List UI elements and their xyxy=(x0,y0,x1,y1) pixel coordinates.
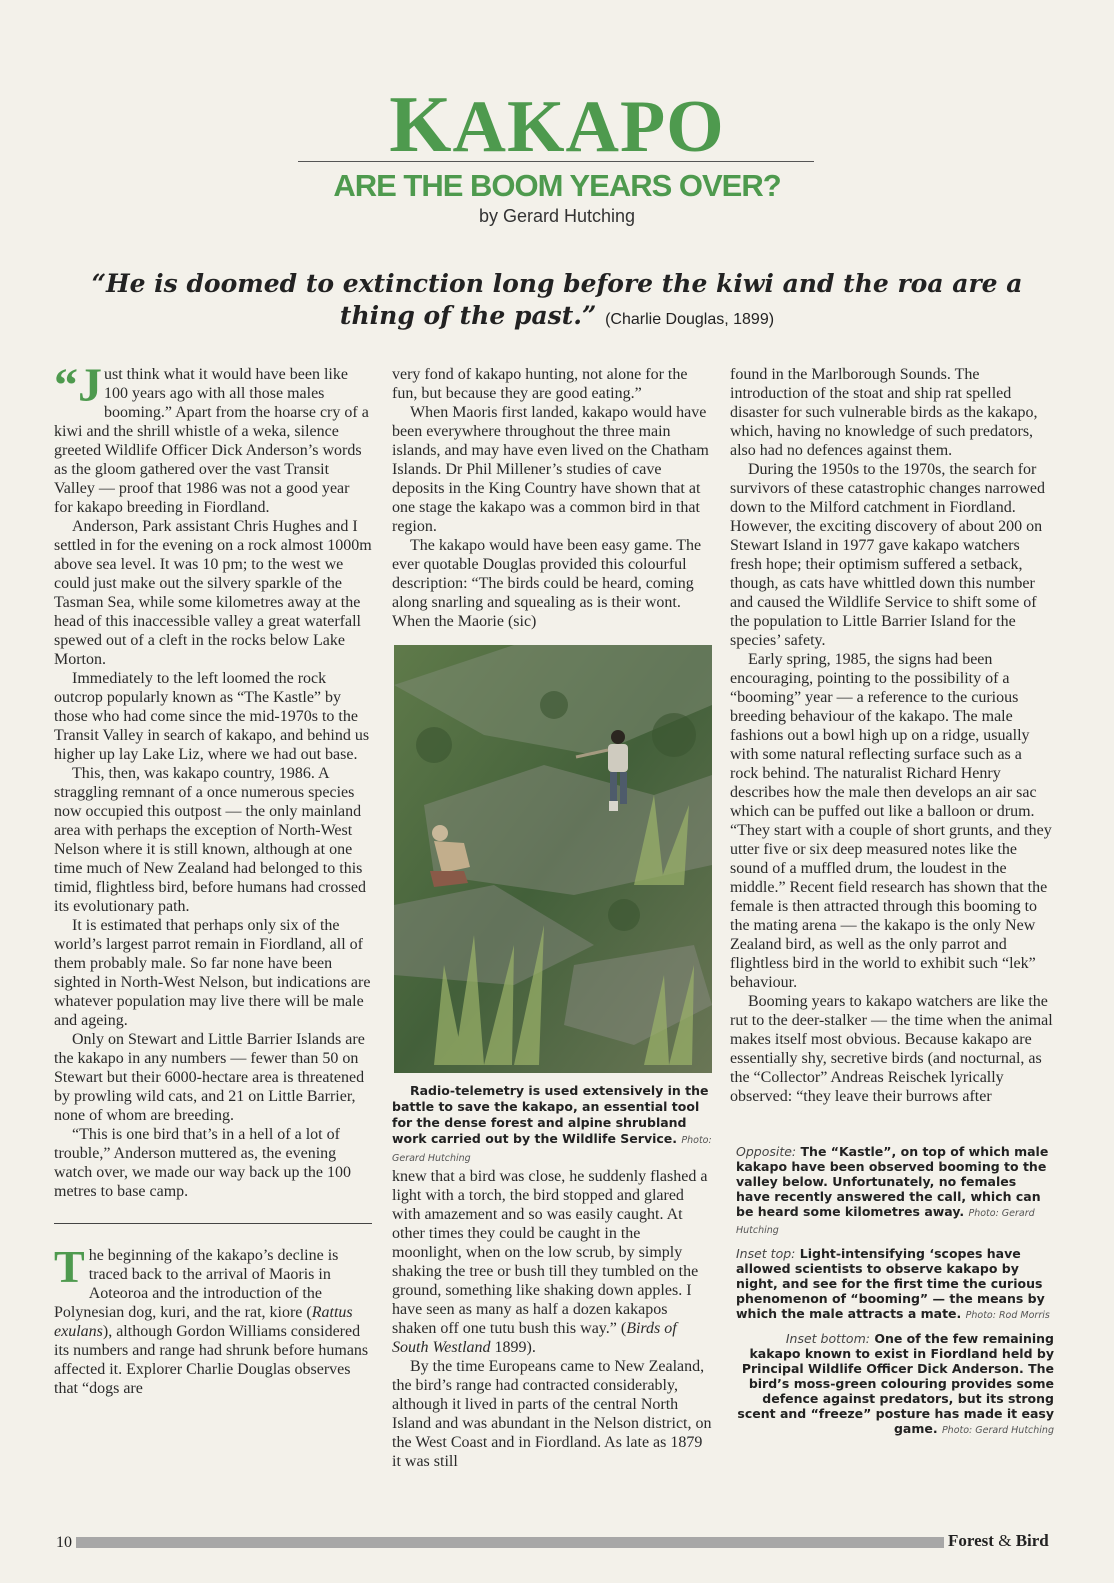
epigraph-source: (Charlie Douglas, 1899) xyxy=(605,311,775,328)
caption-inset-top: Inset top: Light-intensifying ‘scopes have allowed scientists to observe kakapo by night, and see for the first time the curious phenomenon of “booming” — the means by which the male attracts a mate. Photo: Rod Morris xyxy=(736,1246,1050,1321)
byline: by Gerard Hutching xyxy=(478,206,636,226)
paragraph: Only on Stewart and Little Barrier Islands are the kakapo in any numbers — fewer than 50 on Stewart but their 6000-hectare area is threatened by prowling wild cats, and 21 on Little Barrier, none of whom are breeding. xyxy=(54,1031,365,1124)
column-2 xyxy=(392,365,714,1471)
page-number: 10 xyxy=(56,1534,72,1551)
drop-cap: T xyxy=(54,1241,85,1292)
paragraph: Early spring, 1985, the signs had been encouraging, pointing to the possibility of a “booming” year — a reference to the curious breeding behaviour of the kakapo. The male fashions out a bowl high up on a ridge, usually with some natural reflecting surface such as a rock behind. The naturalist Richard Henry describes how the male then develops an air sac which can be puffed out like a balloon or drum. “They start with a couple of short grunts, and they utter five or six deep measured notes like the sound of a muffled drum, the loudest in the middle.” Recent field research has shown that the female is then attracted through this booming to the mating arena — the kakapo is the only New Zealand bird, as well as the only parrot and flightless bird in the world to exhibit such “lek” behaviour. xyxy=(730,651,1052,991)
paragraph: Immediately to the left loomed the rock outcrop popularly known as “The Kastle” by those who had come since the mid-1970s to the Transit Valley in search of kakapo, and behind us higher up lay Lake Liz, where we had out base. xyxy=(54,670,370,763)
drop-cap: “J xyxy=(54,359,102,412)
paragraph: It is estimated that perhaps only six of the world’s largest parrot remain in Fiordland, all of them probably male. So far none have been sighted in North-West Nelson, but indications are whatever population may live there will be male and ageing. xyxy=(54,917,371,1029)
paragraph: “This is one bird that’s in a hell of a lot of trouble,” Anderson muttered as, the evening watch over, we made our way back up the 100 metres to base camp. xyxy=(54,1126,352,1200)
paragraph: found in the Marlborough Sounds. The introduction of the stoat and ship rat spelled disaster for such vulnerable birds as the kakapo, which, having no knowledge of such predators, also had no defences against them. xyxy=(730,366,1038,459)
caption-opposite: Opposite: The “Kastle”, on top of which male kakapo have been observed booming to the valley below. Unfortunately, no females have recently answered the call, which can be heard some kilometres away. Photo: Gerard Hutching xyxy=(736,1144,1049,1236)
paragraph: The kakapo would have been easy game. The ever quotable Douglas provided this colourful description: “The birds could be heard, coming along snarling and squealing as is their wont. When the Maorie (sic) xyxy=(392,537,702,630)
paragraph: very fond of kakapo hunting, not alone for the fun, but because they are good eating.” xyxy=(392,366,688,402)
paragraph: When Maoris first landed, kakapo would have been everywhere throughout the three main islands, and may have even lived on the Chatham Islands. Dr Phil Millener’s studies of cave deposits in the King Country have shown that at one stage the kakapo was a common bird in that region. xyxy=(392,404,709,535)
photo-credit: Photo: Gerard Hutching xyxy=(392,1135,712,1164)
footer-bar xyxy=(76,1537,944,1548)
article-subtitle: ARE THE BOOM YEARS OVER? xyxy=(333,168,781,203)
paragraph: During the 1950s to the 1970s, the search for survivors of these catastrophic changes narrowed down to the Milford catchment in Fiordland. However, the exciting discovery of about 200 on Stewart Island in 1977 gave kakapo watchers fresh hope; their optimism suffered a setback, though, as cats have whittled down this number and caused the Wildlife Service to shift some of the population to Little Barrier Island for the species’ safety. xyxy=(730,461,1045,649)
section-divider xyxy=(54,1223,372,1224)
paragraph: This, then, was kakapo country, 1986. A straggling remnant of a once numerous species now occupied this outpost — the only mainland area with perhaps the exception of North-West Nelson where it is still known, although at one time much of New Zealand had belonged to this timid, flightless bird, before humans had crossed its evolutionary path. xyxy=(54,765,366,915)
column-3 xyxy=(730,365,1054,1446)
paragraph: knew that a bird was close, he suddenly flashed a light with a torch, the bird stopped and glared with amazement and so was easily caught. At other times they could be caught in the moonlight, when on the low scrub, by simply shaking the tree or bush till they tumbled on the ground, something like shaking down apples. I have seen as many as half a dozen kakapos shaken off one tutu bush this way.” (Birds of South Westland 1899). xyxy=(392,1168,708,1356)
field-photo xyxy=(394,645,712,1073)
paragraph: The beginning of the kakapo’s decline is traced back to the arrival of Maoris in Aoteoroa and the introduction of the Polynesian dog, kuri, and the rat, kiore (Rattus exulans), although Gordon Williams considered its numbers and range had shrunk before humans affected it. Explorer Charlie Douglas observes that “dogs are xyxy=(54,1241,369,1397)
magazine-name: Forest & Bird xyxy=(948,1531,1049,1550)
paragraph: Booming years to kakapo watchers are like the rut to the deer-stalker — the time when the animal makes itself most obvious. Because kakapo are essentially shy, secretive birds (and nocturnal, as the “Collector” Andreas Reischek lyrically observed: “they leave their burrows after xyxy=(730,993,1053,1105)
title-divider xyxy=(298,161,814,162)
paragraph: By the time Europeans came to New Zealand, the bird’s range had contracted considerably, although it lived in parts of the central North Island and was abundant in the Nelson district, on the West Coast and in Fiordland. As late as 1879 it was still xyxy=(392,1358,712,1470)
photo-captions xyxy=(730,1144,1054,1438)
paragraph: Anderson, Park assistant Chris Hughes and I settled in for the evening on a rock almost 1000m above sea level. It was 10 pm; to the west we could just make out the silvery sparkle of the Tasman Sea, while some kilometres away at the head of this inaccessible valley a great waterfall spewed out of a cleft in the rocks below Lake Morton. xyxy=(54,518,372,668)
article-title: KAKAPO xyxy=(389,81,725,169)
photo-caption: Radio-telemetry is used extensively in the battle to save the kakapo, an essential tool for the dense forest and alpine shrubland work carried out by the Wildlife Service. Photo: Gerard Hutching xyxy=(392,1083,712,1164)
epigraph-quote: “He is doomed to extinction long before the kiwi and the roa are a thing of the past.” xyxy=(91,269,1023,330)
column-1 xyxy=(54,359,372,1398)
paragraph: “Just think what it would have been like 100 years ago with all those males booming.” Apart from the hoarse cry of a kiwi and the shrill whistle of a weka, silence greeted Wildlife Officer Dick Anderson’s words as the gloom gathered over the vast Transit Valley — proof that 1986 was not a good year for kakapo breeding in Fiordland. xyxy=(54,359,369,516)
epigraph xyxy=(90,268,1024,336)
caption-inset-bottom: Inset bottom: One of the few remaining kakapo known to exist in Fiordland held by Principal Wildlife Officer Dick Anderson. The bird’s moss-green colouring provides some defence against predators, but its strong scent and “freeze” posture has made it easy game. Photo: Gerard Hutching xyxy=(737,1331,1054,1436)
